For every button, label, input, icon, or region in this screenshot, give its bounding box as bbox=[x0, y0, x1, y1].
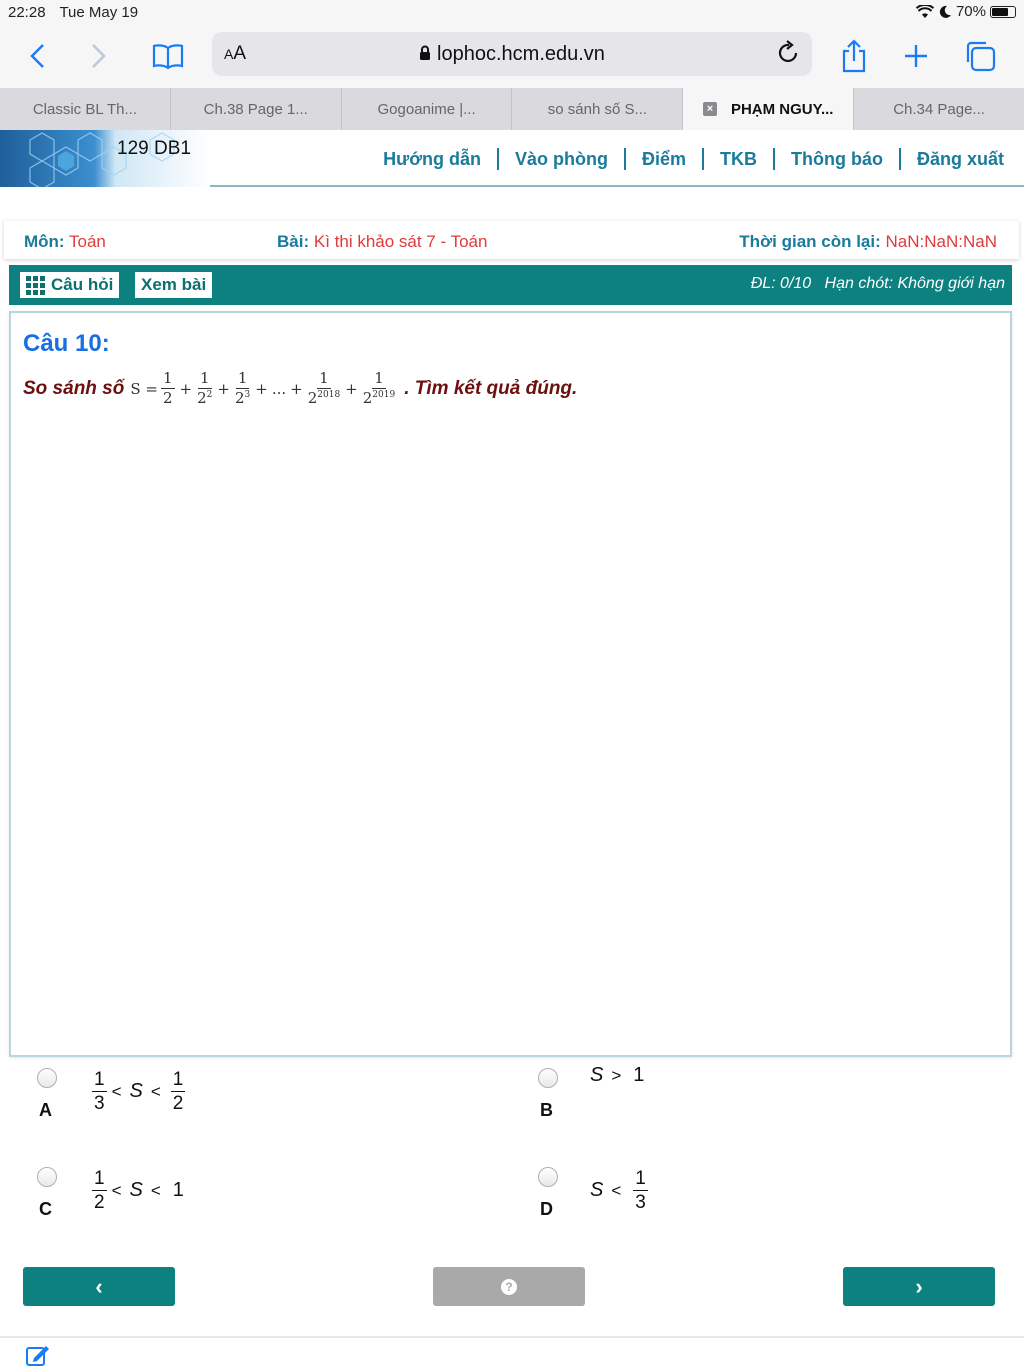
nav-divider bbox=[702, 148, 704, 170]
nav-divider bbox=[624, 148, 626, 170]
fraction: $\frac{1}{2^2}$ bbox=[197, 369, 213, 407]
battery-icon bbox=[990, 6, 1016, 18]
question-panel bbox=[9, 311, 1012, 1057]
help-button[interactable] bbox=[433, 1267, 585, 1306]
answer-a[interactable]: A $\frac{1}{3}$ < S < $\frac{1}{2}$ bbox=[37, 1060, 437, 1130]
formula: S = $\frac{1}{2}$ + $\frac{1}{2^2}$ + $\frac{1}{2^3}$ + ... + $\frac{1}{2^{2018}}$ + $\frac{1}{2^{2019}}$ bbox=[130, 369, 396, 407]
tab-ch34[interactable]: Ch.34 Page... bbox=[893, 100, 985, 118]
edit-icon[interactable] bbox=[25, 1343, 51, 1367]
lesson-info: Bài: Kì thi khảo sát 7 - Toán bbox=[277, 232, 488, 251]
bottom-bar bbox=[0, 1336, 1024, 1365]
bookmarks-icon[interactable] bbox=[148, 36, 188, 76]
answer-d[interactable]: D S < $\frac{1}{3}$ bbox=[538, 1159, 938, 1229]
new-tab-icon[interactable] bbox=[898, 36, 934, 76]
nav-tkb[interactable]: TKB bbox=[720, 148, 757, 169]
nav-huong-dan[interactable]: Hướng dẫn bbox=[383, 148, 481, 169]
tab-classic[interactable]: Classic BL Th... bbox=[0, 88, 171, 130]
class-name: 129 DB1 bbox=[117, 138, 191, 159]
nav-vao-phong[interactable]: Vào phòng bbox=[514, 148, 608, 169]
next-question-button[interactable] bbox=[843, 1267, 995, 1306]
score-deadline bbox=[751, 275, 1005, 293]
reader-settings-button[interactable]: AA bbox=[224, 43, 247, 64]
site-nav bbox=[383, 148, 1004, 170]
battery-percent: 70% bbox=[955, 3, 986, 20]
exam-info-bar bbox=[4, 221, 1019, 259]
tab-so-sanh[interactable]: so sánh số S... bbox=[512, 88, 683, 130]
tab-strip bbox=[0, 88, 1024, 130]
browser-toolbar bbox=[0, 26, 1024, 88]
status-bar bbox=[0, 0, 1024, 26]
reload-icon[interactable] bbox=[778, 40, 800, 71]
answer-c[interactable]: C $\frac{1}{2}$ < S < 1 bbox=[39, 1168, 184, 1219]
fraction: $\frac{1}{2^{2019}}$ bbox=[362, 369, 396, 407]
answer-b[interactable]: B S > 1 bbox=[540, 1064, 645, 1120]
tabs-overview-icon[interactable] bbox=[962, 36, 998, 76]
question-text: So sánh số S = $\frac{1}{2}$ + $\frac{1}{2^2}$ + $\frac{1}{2^3}$ + ... + $\frac{1}{2^{2018}}$ + $\frac{1}{2^{2019}}$ . Tìm kết quả đúng. bbox=[23, 369, 578, 407]
chevron-left-icon: ‹ bbox=[95, 1273, 103, 1299]
radio-a[interactable] bbox=[37, 1068, 57, 1088]
fraction: $\frac{1}{2}$ bbox=[162, 369, 173, 407]
help-icon: ? bbox=[501, 1279, 517, 1295]
question-title: Câu 10: bbox=[23, 330, 110, 357]
question-toolbar bbox=[9, 265, 1012, 305]
answer-options bbox=[0, 1060, 1024, 1250]
share-icon[interactable] bbox=[836, 36, 872, 76]
tab-active[interactable]: × PHẠM NGUY... bbox=[683, 88, 854, 130]
nav-diem[interactable]: Điểm bbox=[641, 148, 686, 169]
moon-icon bbox=[938, 5, 952, 19]
fraction: $\frac{1}{2^3}$ bbox=[234, 369, 251, 407]
url-text: lophoc.hcm.edu.vn bbox=[437, 43, 605, 65]
site-logo-banner bbox=[0, 130, 210, 187]
radio-c[interactable] bbox=[37, 1167, 57, 1187]
questions-button[interactable]: Câu hỏi bbox=[20, 272, 119, 298]
radio-b[interactable] bbox=[538, 1068, 558, 1088]
forward-icon[interactable] bbox=[84, 36, 114, 76]
address-bar[interactable] bbox=[212, 32, 812, 76]
subject-info: Môn: Toán bbox=[24, 232, 106, 251]
tab-gogoanime[interactable]: Gogoanime |... bbox=[342, 88, 513, 130]
prev-question-button[interactable] bbox=[23, 1267, 175, 1306]
fraction: $\frac{1}{2^{2018}}$ bbox=[307, 369, 341, 407]
grid-icon bbox=[26, 276, 45, 295]
nav-divider bbox=[497, 148, 499, 170]
chevron-right-icon: › bbox=[915, 1273, 923, 1299]
nav-thong-bao[interactable]: Thông báo bbox=[791, 148, 883, 169]
tab-ch38[interactable]: Ch.38 Page 1... bbox=[171, 88, 342, 130]
site-header bbox=[0, 130, 1024, 187]
radio-d[interactable] bbox=[538, 1167, 558, 1187]
nav-divider bbox=[773, 148, 775, 170]
deadline-text: Hạn chót: Không giới hạn bbox=[824, 275, 1005, 292]
answer-b-expr: S > 1 bbox=[590, 1064, 645, 1086]
answer-a-expr: $\frac{1}{3}$ < S < $\frac{1}{2}$ bbox=[94, 1069, 184, 1114]
nav-divider bbox=[899, 148, 901, 170]
status-time: 22:28 bbox=[8, 4, 46, 21]
review-button[interactable]: Xem bài bbox=[135, 272, 212, 298]
wifi-icon bbox=[916, 5, 934, 19]
close-tab-icon[interactable]: × bbox=[703, 102, 717, 116]
lock-icon bbox=[419, 45, 431, 61]
score-text: ĐL: 0/10 bbox=[750, 275, 812, 292]
status-date: Tue May 19 bbox=[59, 4, 139, 21]
back-icon[interactable] bbox=[22, 36, 52, 76]
answer-d-expr: S < $\frac{1}{3}$ bbox=[590, 1168, 646, 1213]
nav-dang-xuat[interactable]: Đăng xuất bbox=[916, 148, 1004, 169]
time-left-info: Thời gian còn lại: NaN:NaN:NaN bbox=[739, 232, 997, 251]
answer-c-expr: $\frac{1}{2}$ < S < 1 bbox=[94, 1168, 184, 1213]
